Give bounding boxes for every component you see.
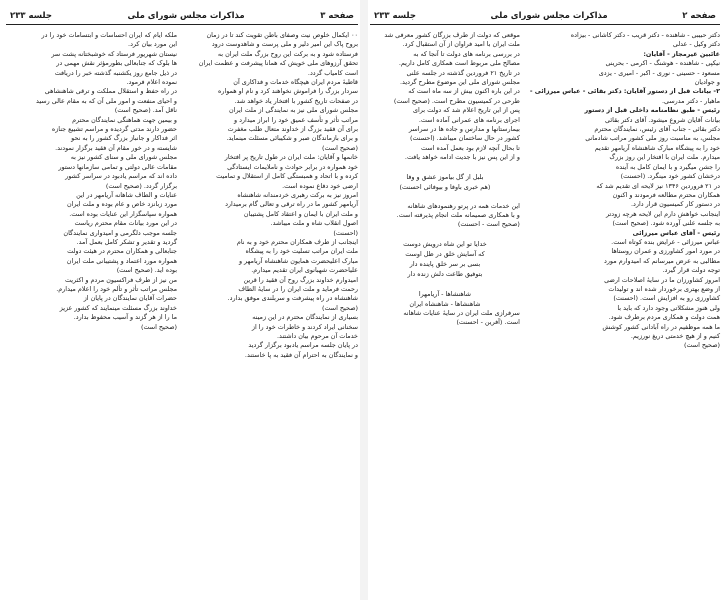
text-line: رحمت فرماید و ملت ایران را در سایهٔ الطاف [238, 284, 358, 293]
right-page-title: مذاکرات مجلس شورای ملی [490, 11, 608, 21]
text-line: امیدوارم خداوند بزرگ روح آن فقید را قرین [243, 275, 358, 284]
text-line: مطالبی به عرض میرسانم که امیدوارم مورد [604, 256, 720, 265]
text-line: ۲- بیانات قبل از دستور آقایان: دکتر بقائی - عباس میرزائی - [529, 87, 720, 96]
text-line: در بررسی برنامه های دولت تا آنجا که به [413, 49, 520, 58]
text-line: در این مورد بیانات مقام محترم ریاست [74, 219, 177, 228]
text-line: سردار بزرگ را فراموش نخواهند کرد و نام او همواره [218, 87, 358, 96]
text-line: بوده اید. (صحیح است) [116, 266, 177, 275]
text-line: من نیز از طرف فراکسیون مردم و اکثریت [64, 275, 177, 284]
right-page-columns [370, 31, 720, 587]
text-line: ما همه موظفیم در راه آبادانی کشور کوشش [602, 322, 720, 331]
text-line: امروز کشاورزان ما در سایهٔ اصلاحات ارضی [604, 275, 720, 284]
right-page-col-left [370, 31, 520, 587]
text-line: سرفرازی ملت ایران در سایهٔ عنایات شاهانه [403, 308, 520, 317]
left-page-number: صفحه ۳ [320, 11, 354, 21]
text-line: در این باره اکنون بیش از سه ماه است که [408, 87, 520, 96]
text-line: این مورد بیان کرد. [128, 40, 177, 49]
text-line: کشور در حال ساختمان میباشد. (احسنت) [410, 134, 520, 143]
text-line: (صحیح است) [683, 341, 720, 350]
right-page-number: صفحه ۲ [682, 11, 716, 21]
text-line: بیانات آقایان شروع میشود. آقای دکتر بقائی [605, 115, 720, 124]
text-line: شاهنشاها - آریامهرا [418, 289, 472, 298]
text-line: مورد زبانزد خاص و عام بوده و ملت ایران [66, 200, 177, 209]
text-line: ملکه ایام که ایران احساسات و ابتسامات خود را در [41, 31, 177, 39]
text-line: (صحیح است - احسنت) [457, 220, 520, 229]
text-line: که آسایش خلق در ظل اوست [405, 250, 485, 259]
text-line: در دستور کار کمیسیون قرار دارد. [631, 200, 720, 209]
text-line: ارضی خود دفاع نموده است. [282, 181, 358, 190]
text-line: خدمات آن مرحوم بیان داشتند. [276, 332, 358, 340]
text-line: داده اند که مراسم یادبود در سراسر کشور [65, 172, 177, 181]
text-line: موقعی که دولت از طرف بزرگان کشور معرفی شد [384, 31, 520, 39]
text-line: کشاورزی رو به افزایش است. (احسنت) [613, 294, 720, 303]
text-line: نموده اعلام فرمود. [126, 78, 177, 87]
text-line: در ذیل جامع روز یکشنبه گذشته خبر را دریافت [54, 68, 177, 77]
left-page [6, 8, 358, 592]
text-line [370, 192, 520, 201]
text-line: خانمها و آقایان: ملت ایران در طول تاریخ پر افتخار [224, 153, 358, 162]
text-line: مراتب تأثر و تأسف عمیق خود را ابراز میدارد و [233, 115, 358, 124]
text-line: مجلس شورای ملی و سنای کشور نیز به [70, 153, 177, 162]
text-line: دکتر بقائی - جناب آقای رئیس، نمایندگان محترم [594, 125, 720, 134]
text-line: خود همواره در برابر حوادث و ناملایمات ایستادگی [227, 162, 358, 171]
text-line: برگزار گردد. (صحیح است) [105, 181, 177, 190]
text-line: علیاحضرت شهبانوی ایران تقدیم میدارم. [251, 266, 358, 275]
text-line: مجلس شورای ملی نیز به نمایندگی از ملت ایران [229, 106, 358, 115]
text-line: همکاران محترم مطالعه فرمودند و اکنون [612, 190, 720, 199]
text-line: ها بلوک که جنابعالی بطورمؤثر نقش مهمی در [56, 59, 177, 68]
text-line: رئیس - آقای عباس میرزائی [632, 228, 720, 237]
text-line: درخشان کشور خود مینگرد. (احسنت) [620, 172, 720, 181]
text-line: نیکپی - شاهنده - هوشنگ - اکرمی - بحرینی [605, 59, 720, 68]
text-line: جلسه موجب دلگرمی و امیدواری نمایندگان [63, 228, 177, 237]
text-line: (هم خبری باوفا و بیوفائی احسنت) [399, 183, 491, 192]
text-line: رئیس - طبق نظامنامه داخلی قبل از دستور [584, 106, 720, 115]
text-line: همواره سپاسگزار این عنایات بوده است. [69, 209, 177, 218]
text-line: اینجانب خواهش دارم این لایحه هرچه زودتر [606, 209, 720, 218]
right-page [370, 8, 720, 592]
text-line: بتوفیق طاعت دلش زنده دار [407, 270, 483, 279]
text-line: مجلس شورای ملی این موضوع مطرح گردید. [399, 78, 520, 87]
text-line: (صحیح است) [321, 303, 358, 312]
text-line: در ۲۱ فروردین ۱۳۴۶ نیز لایحه ای تقدیم شد که [596, 181, 720, 190]
text-line: غائبین غیرمجاز - آقایان: [643, 49, 720, 58]
text-line: پس از این تاریخ اعلام شد که دولت برای [412, 106, 520, 115]
text-line: مبارک اعلیحضرت همایون شاهنشاه آریامهر و [238, 256, 358, 265]
text-line: (صحیح است) [321, 143, 358, 152]
text-line: و احیای منفعت و امور ملی آن که به مقام عالی رسید [36, 96, 177, 105]
text-line: ماهیار - دکتر مدرسی. [661, 96, 720, 105]
text-line: دکتر حبیبی - شاهنده - دکتر قریب - دکتر کاشانی - بیزاده [570, 31, 720, 39]
text-line: اصول انقلاب شاه و ملت میباشد. [270, 219, 358, 228]
text-line: جنابعالی و همکاران محترم در هیئت دولت [67, 247, 177, 256]
text-line: ولی هنوز مشکلاتی وجود دارد که باید با [617, 303, 720, 312]
text-line: فرستاده شود و به برکت این روح بزرگ ملت ایران به [217, 49, 358, 58]
text-line: کرده و با اتحاد و همبستگی کامل از استقلال و تمامیت [216, 172, 358, 181]
left-page-header [6, 8, 358, 25]
text-line: به جلسه علنی آورده شود. (صحیح است) [612, 219, 720, 228]
right-page-col-right [530, 31, 720, 587]
text-line: همت دولت و همکاری مردم برطرف شود. [608, 313, 720, 322]
text-line: سخنانی ایراد کردند و خاطرات خود را از [251, 322, 358, 331]
page-gutter [360, 0, 368, 600]
text-line: در راه حفظ و استقلال مملکت و ترقی شاهنشاهی [44, 87, 177, 96]
text-line: بسیاری از نمایندگان محترم در این زمینه [252, 313, 358, 322]
text-line: حضور دارند مدتی گردیده و مراسم تشییع جنازه [51, 125, 177, 134]
text-line: مجلس، به مناسبت روز ملی کشور مراتب شادمانی [585, 134, 720, 143]
left-page-columns [6, 31, 358, 587]
text-line: شاهنشاها - شاهنشاه ایران [409, 299, 481, 308]
left-page-col-right [187, 31, 358, 587]
text-line: امروز نیز به برکت رهبری خردمندانه شاهنشاه [237, 190, 358, 199]
text-line: طرحی در کمیسیون مطرح است. (صحیح است) [393, 96, 520, 105]
text-line: قاطبهٔ مردم ایران هیچگاه خدمات و فداکاری آن [233, 78, 358, 87]
text-line: عباس میرزائی - عرایض بنده کوتاه است. [611, 237, 720, 246]
text-line: بیمارستانها و مدارس و جاده ها در سراسر [408, 125, 520, 134]
text-line: اثر فداکار و جانباز بزرگ کشور را به نحو [71, 134, 177, 143]
text-line: نیستان شهریور فرستاد که خوشبختانه پشت سر [51, 49, 177, 58]
text-line [370, 163, 520, 172]
text-line: میدارم. ملت ایران با افتخار این روز بزرگ [609, 153, 720, 162]
text-line: (صحیح است) [140, 322, 177, 331]
text-line: از وضع بهتری برخوردار شده اند و تولیدات [608, 284, 720, 293]
text-line: ملت ایران با امید فراوان از آن استقبال کرد. [402, 40, 520, 49]
text-line: تا بحال آنچه لازم بود بعمل آمده است [421, 143, 520, 152]
text-line [370, 279, 520, 288]
text-line: ۰۰ ایکمال خلوص نیت وصفای باطن تقویت کند تا در زمان [206, 31, 358, 39]
text-line: و برای بازماندگان صبر و شکیبائی مسئلت مینماید. [226, 134, 358, 143]
text-line: برای آن فقید بزرگ از خداوند متعال طلب مغفرت [227, 125, 358, 134]
text-line: مقامات عالی دولتی و تمامی سازمانها دستور [58, 162, 177, 171]
right-page-header [370, 8, 720, 25]
text-line: این خدمات همه در پرتو رهنمودهای شاهانه [407, 201, 520, 210]
text-line: است. (آفرین - احسنت) [456, 317, 520, 326]
text-line: و ملت ایران با ایمان و اعتقاد کامل پشتیبان [243, 209, 358, 218]
text-line: بسی بر سر خلق پاینده دار [409, 260, 481, 269]
text-line: در صفحات تاریخ کشور با افتخار یاد خواهد شد. [234, 96, 358, 105]
text-line: خود را به پیشگاه مبارک شاهنشاه آریامهر تقدیم [594, 143, 720, 152]
text-line: است کامیاب گردد. [307, 68, 358, 77]
text-line: ما را از هر گزند و آسیب محفوظ بدارد. [73, 313, 177, 322]
text-line: تحقق آرزوهای ملی خویش که همانا پیشرفت و عظمت ایران [198, 59, 358, 68]
text-line: بلبل از گل بیاموز عشق و وفا [406, 173, 484, 182]
text-line: شایسته و در خور مقام آن فقید برگزار نمودند. [55, 143, 177, 152]
text-line: و نمایندگان به احترام آن فقید به پا خاستند. [244, 350, 358, 359]
text-line: و جوادیان [694, 78, 720, 87]
text-line: حضرات آقایان نمایندگان در پایان از [83, 294, 177, 303]
text-line: دکتر وکیل - عدلی [672, 40, 720, 49]
text-line: بروح پاک این امیر دلیر و ملی پرست و شاهدوست درود [211, 40, 358, 49]
text-line: خدایا تو این شاه درویش دوست [403, 240, 487, 249]
text-line: و بیمین جهت هماهنگی نمایندگان محترم [72, 115, 177, 124]
text-line: خداوند بزرگ مسئلت مینمایند که کشور عزیز [59, 303, 177, 312]
text-line: و از این پس نیز با جدیت ادامه خواهد یافت. [404, 153, 520, 162]
text-line: همواره مورد اعتماد و پشتیبانی ملت ایران [66, 256, 177, 265]
text-line: عنایات و الطاف شاهانه آریامهر در این [76, 190, 177, 199]
text-line: اینجانب از طرف همکاران محترم خود و به نام [236, 237, 358, 246]
left-page-col-left [6, 31, 177, 587]
text-line: شاهنشاه در راه پیشرفت و سربلندی موفق بدارد. [227, 294, 358, 303]
text-line: مسعود - حسینی - نوری - اکبر - امیری - یزدی [598, 68, 720, 77]
right-page-session: جلسه ۲۳۳ [374, 11, 416, 21]
text-line: را جشن میگیرد و با ایمان کامل به آینده [615, 162, 720, 171]
text-line: و با همکاری صمیمانه ملت انجام پذیرفته است. [396, 210, 520, 219]
text-line: ناقل آمد. (صحیح است) [114, 106, 177, 115]
text-line: مجلس مراتب تأثر و تألم خود را اعلام میدارم. [56, 284, 177, 293]
text-line: در تاریخ ۲۱ فروردین گذشته در جلسه علنی [406, 68, 520, 77]
text-line: مصالح ملی مربوط است همکاری کامل داریم. [398, 59, 520, 68]
text-line: توجه دولت قرار گیرد. [662, 266, 720, 275]
text-line [370, 230, 520, 239]
text-line: در پایان جلسه مراسم یادبود برگزار گردید [248, 341, 358, 350]
text-line: در مورد امور کشاورزی و عمران روستاها [611, 247, 720, 256]
left-page-title: مذاکرات مجلس شورای ملی [127, 11, 245, 21]
text-line: (احسنت) [333, 228, 358, 237]
text-line: گردید و تقدیر و تشکر کامل بعمل آمد. [76, 237, 177, 246]
left-page-session: جلسه ۲۳۳ [10, 11, 52, 21]
text-line: ملت ایران مراتب تسلیت خود را به پیشگاه [245, 247, 358, 256]
text-line: اجرای برنامه های عمرانی آماده است. [418, 115, 520, 124]
text-line: کنیم و از هیچ خدمتی دریغ نورزیم. [630, 332, 720, 340]
text-line: آریامهر کشور ما در راه ترقی و تعالی گام برمیدارد [225, 200, 358, 209]
